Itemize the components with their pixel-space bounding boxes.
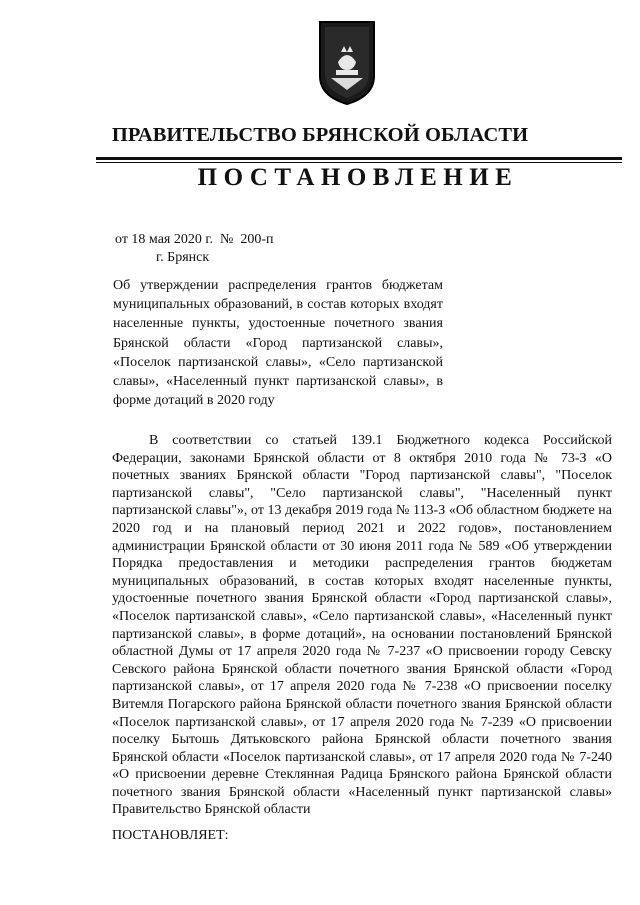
document-subject: Об утверждении распределения грантов бюджетам муниципальных образований, в состав которых входят населенные пункты, удостоенные почетного звания Брянской области «Город партизанской славы», «Поселок партизанской славы», «Село партизанской славы», «Населенный пункт партизанской славы», в форме дотаций в 2020 году [113,278,443,409]
header-divider-thin [96,162,622,163]
document-date-number: от 18 мая 2020 г. № 200-п [115,232,274,247]
document-body [112,432,612,819]
body-paragraph: В соответствии со статьей 139.1 Бюджетного кодекса Российской Федерации, законами Брянской области от 8 октября 2010 года № 73-З «О почетных званиях Брянской области "Город партизанской славы", "Поселок партизанской славы", "Село партизанской славы", "Населенный пункт партизанской славы"», от 13 декабря 2019 года № 113-З «Об областном бюджете на 2020 год и на плановый период 2021 и 2022 годов», постановлением администрации Брянской области от 30 июня 2011 года № 589 «Об утверждении Порядка предоставления и методики распределения грантов бюджетам муниципальных образований, в состав которых входят населенные пункты, удостоенные почетного звания Брянской области «Город партизанской славы», «Поселок партизанской славы», «Село партизанской славы», «Населенный пункт партизанской славы», в форме дотаций», на основании постановлений Брянской областной Думы от 17 апреля 2020 года № 7-237 «О присвоении городу Севску Севского района Брянской области почетного звания Брянской области «Город партизанской славы», от 17 апреля 2020 года № 7-238 «О присвоении поселку Витемля Погарского района Брянской области почетного звания Брянской области «Поселок партизанской славы», от 17 апреля 2020 года № 7-239 «О присвоении поселку Бытошь Дятьковского района Брянской области почетного звания Брянской области «Поселок партизанской славы», от 17 апреля 2020 года № 7-240 «О присвоении деревне Стеклянная Радица Брянского района Брянской области почетного звания Брянской области «Населенный пункт партизанской славы» Правительство Брянской области [112,433,612,818]
decree-word: ПОСТАНОВЛЯЕТ: [112,828,229,843]
document-type-title: ПОСТАНОВЛЕНИЕ [197,164,519,191]
document-city: г. Брянск [156,250,210,265]
government-name: ПРАВИТЕЛЬСТВО БРЯНСКОЙ ОБЛАСТИ [111,124,529,146]
header-divider-thick [96,157,622,160]
bryansk-coat-of-arms-icon [316,18,378,106]
